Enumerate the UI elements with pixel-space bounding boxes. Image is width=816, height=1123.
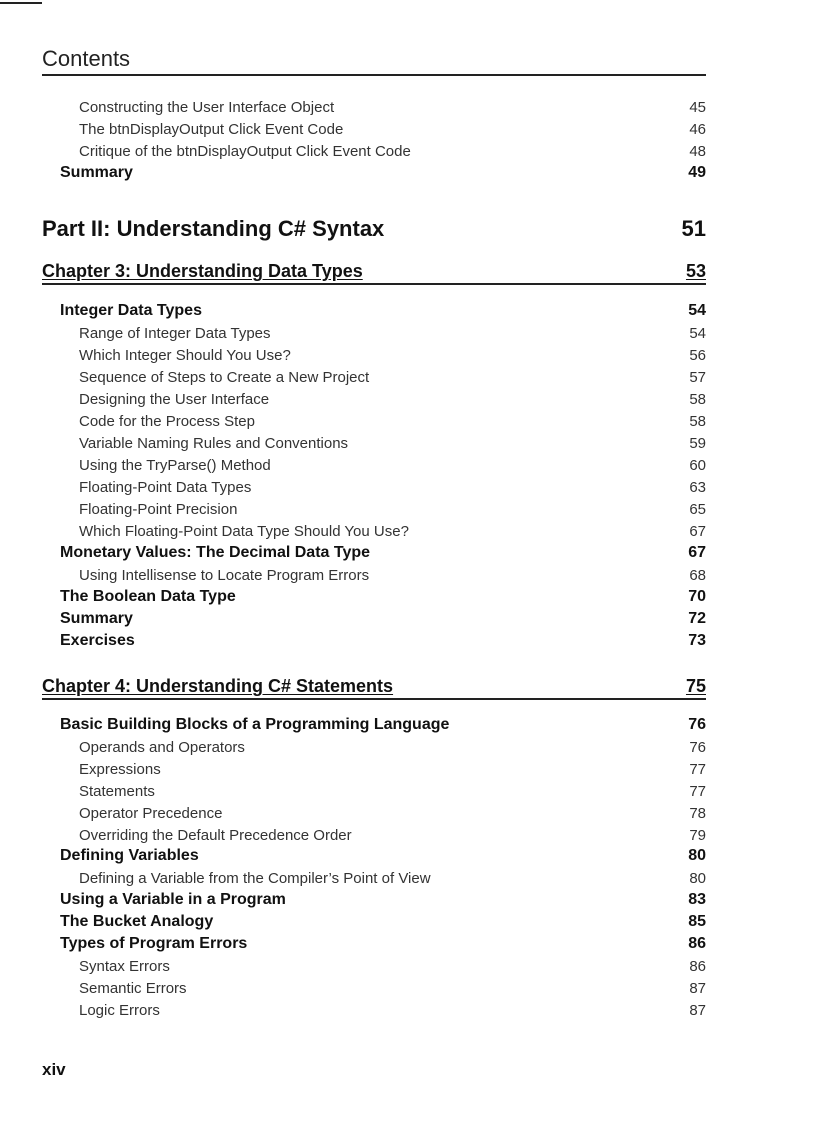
toc-entry-page: 87 xyxy=(689,1002,706,1019)
toc-entry-title: Sequence of Steps to Create a New Project xyxy=(79,369,370,386)
toc-entry-page: 87 xyxy=(689,980,706,997)
toc-section-title: Basic Building Blocks of a Programming Language xyxy=(60,716,450,733)
toc-entry-page: 58 xyxy=(689,391,706,408)
toc-section-using-variable[interactable] xyxy=(42,889,706,911)
toc-entry-title: Expressions xyxy=(79,761,161,778)
toc-entry-title: Statements xyxy=(79,783,155,800)
toc-section-program-errors[interactable] xyxy=(42,933,706,955)
toc-entry-syntax-errors[interactable] xyxy=(42,956,706,978)
toc-entry-title: Critique of the btnDisplayOutput Click Event Code xyxy=(79,143,411,160)
toc-entry-title: Syntax Errors xyxy=(79,958,170,975)
toc-entry-page: 68 xyxy=(689,567,706,584)
toc-section-title: Defining Variables xyxy=(60,847,199,864)
toc-section-page: 73 xyxy=(688,632,706,649)
toc-entry-sequence-of-steps[interactable] xyxy=(42,367,706,389)
toc-entry-page: 77 xyxy=(689,761,706,778)
toc-entry-title: Floating-Point Precision xyxy=(79,501,238,518)
toc-entry-title: Range of Integer Data Types xyxy=(79,325,271,342)
toc-entry-operands-operators[interactable] xyxy=(42,737,706,759)
toc-section-integer-data-types[interactable] xyxy=(42,300,706,322)
running-head xyxy=(42,44,706,76)
toc-section-page: 86 xyxy=(688,935,706,952)
toc-entry-page: 67 xyxy=(689,523,706,540)
toc-entry-title: Using the TryParse() Method xyxy=(79,457,271,474)
top-rule-mark xyxy=(0,2,42,4)
toc-entry-title: Variable Naming Rules and Conventions xyxy=(79,435,349,452)
toc-section-title: The Bucket Analogy xyxy=(60,913,214,930)
toc-entry-title: Which Floating-Point Data Type Should You Use? xyxy=(79,523,409,540)
toc-section-monetary-values[interactable] xyxy=(42,542,706,564)
toc-section-title: Summary xyxy=(60,610,133,627)
toc-entry-page: 46 xyxy=(689,121,706,138)
toc-chapter-page: 53 xyxy=(685,261,706,281)
toc-entry-page: 78 xyxy=(689,805,706,822)
toc-section-page: 85 xyxy=(688,913,706,930)
toc-entry-page: 58 xyxy=(689,413,706,430)
toc-entry-title: Operator Precedence xyxy=(79,805,223,822)
toc-entry-overriding-precedence[interactable] xyxy=(42,825,706,847)
toc-entry-title: Semantic Errors xyxy=(79,980,187,997)
toc-entry-title: Which Integer Should You Use? xyxy=(79,347,291,364)
toc-part-title: Part II: Understanding C# Syntax xyxy=(42,216,385,241)
toc-entry-title: Defining a Variable from the Compiler’s Point of View xyxy=(79,870,431,887)
toc-section-title: Types of Program Errors xyxy=(60,935,248,952)
toc-section-page: 67 xyxy=(688,544,706,561)
toc-section-defining-variables[interactable] xyxy=(42,845,706,867)
toc-entry-range-integer[interactable] xyxy=(42,323,706,345)
toc-entry-statements[interactable] xyxy=(42,781,706,803)
toc-chapter-4[interactable] xyxy=(42,674,706,700)
toc-section-exercises[interactable] xyxy=(42,630,706,652)
toc-entry-title: Logic Errors xyxy=(79,1002,160,1019)
toc-entry-compiler-point-of-view[interactable] xyxy=(42,868,706,890)
toc-section-title: Using a Variable in a Program xyxy=(60,891,286,908)
toc-section-page: 49 xyxy=(688,164,706,181)
toc-entry-semantic-errors[interactable] xyxy=(42,978,706,1000)
toc-entry-designing-ui[interactable] xyxy=(42,389,706,411)
toc-section-page: 72 xyxy=(688,610,706,627)
toc-chapter-3[interactable] xyxy=(42,259,706,285)
toc-entry-operator-precedence[interactable] xyxy=(42,803,706,825)
toc-entry-click-event-code[interactable] xyxy=(42,119,706,141)
toc-chapter-page: 75 xyxy=(685,676,706,696)
toc-entry-naming-rules[interactable] xyxy=(42,433,706,455)
toc-section-title: Integer Data Types xyxy=(60,302,202,319)
toc-entry-title: Constructing the User Interface Object xyxy=(79,99,335,116)
toc-entry-floating-point-precision[interactable] xyxy=(42,499,706,521)
toc-entry-page: 63 xyxy=(689,479,706,496)
toc-entry-tryparse[interactable] xyxy=(42,455,706,477)
toc-entry-which-integer[interactable] xyxy=(42,345,706,367)
toc-entry-intellisense[interactable] xyxy=(42,565,706,587)
page-folio: xiv xyxy=(42,1060,66,1079)
toc-entry-page: 79 xyxy=(689,827,706,844)
toc-entry-constructing-ui-object[interactable] xyxy=(42,97,706,119)
toc-entry-title: The btnDisplayOutput Click Event Code xyxy=(79,121,344,138)
toc-entry-page: 54 xyxy=(689,325,706,342)
toc-chapter-title: Chapter 4: Understanding C# Statements xyxy=(42,676,394,696)
toc-section-page: 70 xyxy=(688,588,706,605)
toc-section-page: 80 xyxy=(688,847,706,864)
toc-section-page: 54 xyxy=(688,302,706,319)
toc-entry-page: 86 xyxy=(689,958,706,975)
toc-section-summary[interactable] xyxy=(42,162,706,184)
toc-entry-logic-errors[interactable] xyxy=(42,1000,706,1022)
toc-section-title: Exercises xyxy=(60,632,135,649)
toc-section-boolean-data-type[interactable] xyxy=(42,586,706,608)
toc-entry-page: 76 xyxy=(689,739,706,756)
toc-section-basic-building-blocks[interactable] xyxy=(42,714,706,736)
toc-entry-page: 48 xyxy=(689,143,706,160)
toc-entry-floating-point-types[interactable] xyxy=(42,477,706,499)
toc-entry-page: 57 xyxy=(689,369,706,386)
toc-entry-page: 59 xyxy=(689,435,706,452)
toc-section-title: Monetary Values: The Decimal Data Type xyxy=(60,544,371,561)
toc-entry-which-floating-point[interactable] xyxy=(42,521,706,543)
toc-entry-title: Using Intellisense to Locate Program Errors xyxy=(79,567,370,584)
toc-section-page: 83 xyxy=(688,891,706,908)
toc-entry-page: 60 xyxy=(689,457,706,474)
toc-section-bucket-analogy[interactable] xyxy=(42,911,706,933)
toc-section-title: Summary xyxy=(60,164,133,181)
toc-entry-title: Overriding the Default Precedence Order xyxy=(79,827,352,844)
toc-entry-page: 45 xyxy=(689,99,706,116)
toc-entry-critique-click-event[interactable] xyxy=(42,141,706,163)
toc-section-summary[interactable] xyxy=(42,608,706,630)
toc-entry-title: Operands and Operators xyxy=(79,739,245,756)
toc-entry-page: 65 xyxy=(689,501,706,518)
toc-chapter-title: Chapter 3: Understanding Data Types xyxy=(42,261,363,281)
toc-part-page: 51 xyxy=(681,216,706,241)
toc-entry-title: Code for the Process Step xyxy=(79,413,255,430)
toc-section-page: 76 xyxy=(688,716,706,733)
toc-entry-process-step[interactable] xyxy=(42,411,706,433)
toc-entry-title: Floating-Point Data Types xyxy=(79,479,252,496)
toc-entry-expressions[interactable] xyxy=(42,759,706,781)
toc-entry-page: 77 xyxy=(689,783,706,800)
toc-part-2[interactable] xyxy=(42,214,706,244)
toc-entry-page: 56 xyxy=(689,347,706,364)
page-title: Contents xyxy=(42,46,131,71)
toc-entry-title: Designing the User Interface xyxy=(79,391,270,408)
toc-section-title: The Boolean Data Type xyxy=(60,588,236,605)
toc-entry-page: 80 xyxy=(689,870,706,887)
